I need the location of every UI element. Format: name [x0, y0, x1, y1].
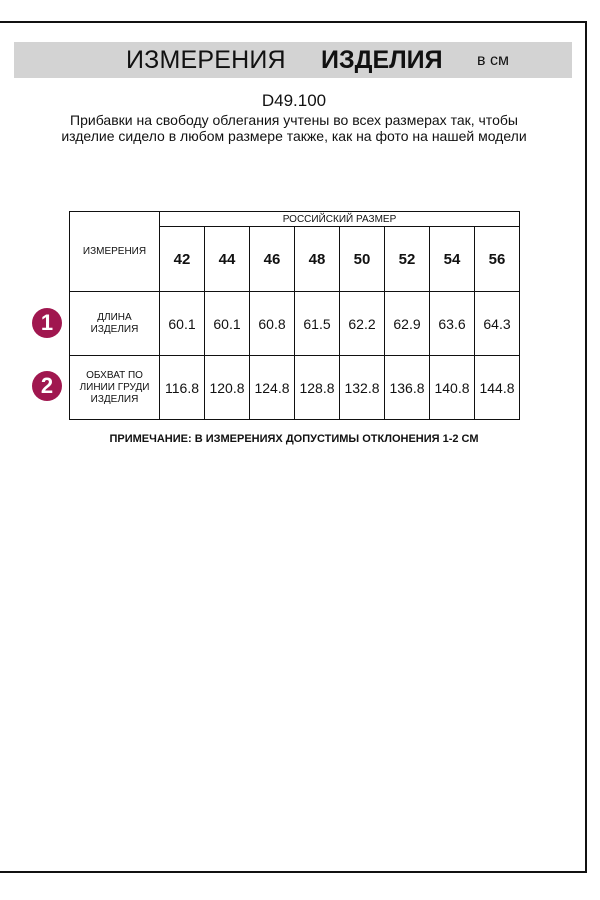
title-banner [14, 42, 572, 78]
value-cell: 64.3 [475, 292, 520, 356]
size-cell: 54 [430, 227, 475, 292]
product-code: D49.100 [261, 91, 327, 110]
title-regular: ИЗМЕРЕНИЯ [126, 46, 286, 74]
value-cell: 60.1 [205, 292, 250, 356]
value-cell: 61.5 [295, 292, 340, 356]
size-cell: 42 [160, 227, 205, 292]
value-cell: 132.8 [340, 356, 385, 420]
value-cell: 124.8 [250, 356, 295, 420]
size-cell: 48 [295, 227, 340, 292]
table-row-length [70, 292, 520, 356]
value-cell: 144.8 [475, 356, 520, 420]
measurements-header: ИЗМЕРЕНИЯ [70, 212, 160, 292]
size-cell: 46 [250, 227, 295, 292]
size-group-header: РОССИЙСКИЙ РАЗМЕР [160, 212, 520, 227]
value-cell: 60.1 [160, 292, 205, 356]
value-cell: 136.8 [385, 356, 430, 420]
size-cell: 50 [340, 227, 385, 292]
size-cell: 56 [475, 227, 520, 292]
size-cell: 44 [205, 227, 250, 292]
value-cell: 62.2 [340, 292, 385, 356]
row-label: ДЛИНА ИЗДЕЛИЯ [70, 292, 160, 356]
badge-1-icon: 1 [32, 308, 62, 338]
title-bold: ИЗДЕЛИЯ [321, 46, 443, 74]
unit-label: в см [477, 52, 509, 69]
value-cell: 120.8 [205, 356, 250, 420]
value-cell: 128.8 [295, 356, 340, 420]
tolerance-note: ПРИМЕЧАНИЕ: В ИЗМЕРЕНИЯХ ДОПУСТИМЫ ОТКЛОНЕНИЯ 1-2 СМ [109, 433, 479, 445]
value-cell: 116.8 [160, 356, 205, 420]
fit-description: Прибавки на свободу облегания учтены во всех размерах так, чтобы изделие сидело в любом размере также, как на фото на нашей модели [61, 112, 527, 144]
size-table [69, 211, 520, 420]
size-cell: 52 [385, 227, 430, 292]
badge-2-icon: 2 [32, 371, 62, 401]
page-frame [0, 21, 587, 873]
value-cell: 63.6 [430, 292, 475, 356]
value-cell: 62.9 [385, 292, 430, 356]
value-cell: 60.8 [250, 292, 295, 356]
table-row-chest [70, 356, 520, 420]
value-cell: 140.8 [430, 356, 475, 420]
row-label: ОБХВАТ ПО ЛИНИИ ГРУДИ ИЗДЕЛИЯ [70, 356, 160, 420]
